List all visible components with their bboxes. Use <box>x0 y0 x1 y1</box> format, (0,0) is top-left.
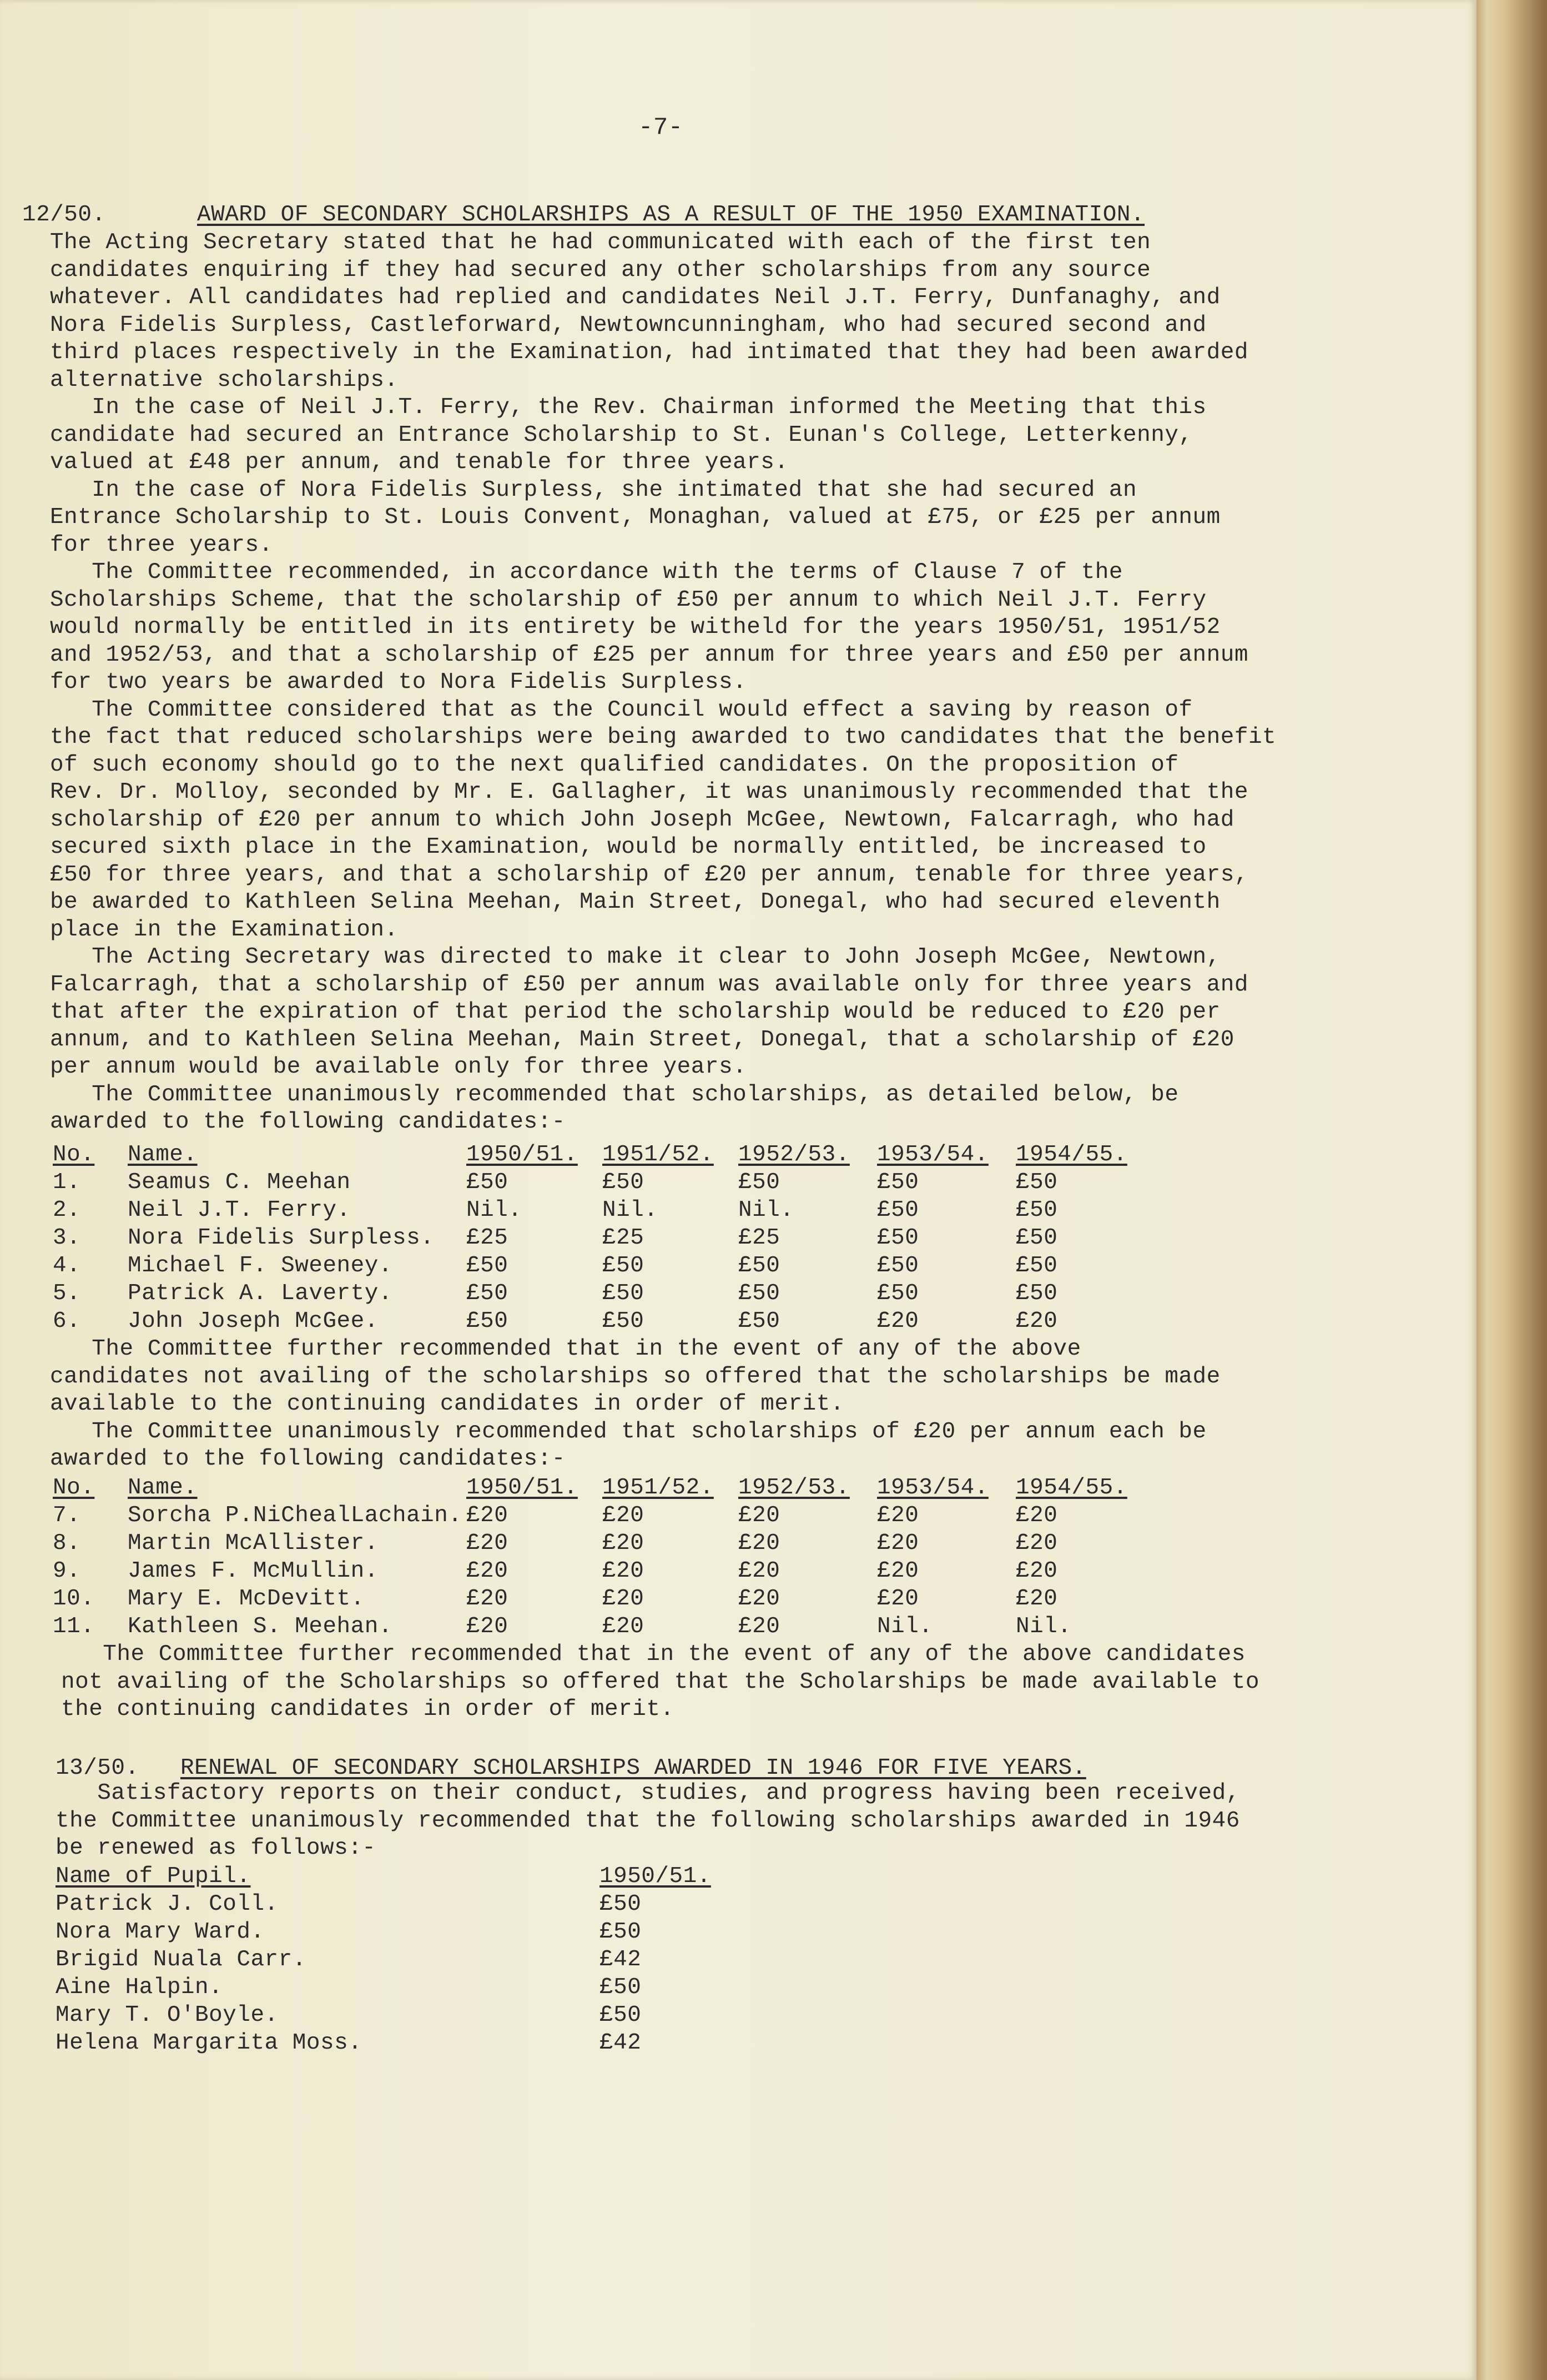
table-cell: Patrick A. Laverty. <box>128 1281 392 1306</box>
table-cell: £50 <box>599 1975 642 2000</box>
page-number: -7- <box>638 114 683 142</box>
body-line: The Committee unanimously recommended that scholarships of £20 per annum each be <box>50 1418 1207 1445</box>
table-cell: 4. <box>53 1253 81 1279</box>
table-cell: £20 <box>738 1614 780 1639</box>
body-line: awarded to the following candidates:- <box>50 1109 566 1135</box>
body-line: available to the continuing candidates in order of merit. <box>50 1391 844 1417</box>
table-cell: £20 <box>466 1586 508 1612</box>
body-line: Scholarships Scheme, that the scholarship of £50 per annum to which Neil J.T. Ferry <box>50 587 1207 613</box>
body-line: £50 for three years, and that a scholarship of £20 per annum, tenable for three years, <box>50 862 1248 888</box>
body-line: per annum would be available only for three years. <box>50 1054 747 1080</box>
table-cell: Neil J.T. Ferry. <box>128 1197 351 1223</box>
table-cell: 9. <box>53 1558 81 1584</box>
section-12-number: 12/50. <box>22 202 106 228</box>
section-12-title: AWARD OF SECONDARY SCHOLARSHIPS AS A RESULT OF THE 1950 EXAMINATION. <box>197 202 1145 228</box>
body-line: The Committee further recommended that in the event of any of the above <box>50 1336 1081 1362</box>
body-line: not availing of the Scholarships so offered that the Scholarships be made available to <box>61 1669 1259 1695</box>
body-line: scholarship of £20 per annum to which John Joseph McGee, Newtown, Falcarragh, who had <box>50 807 1234 833</box>
table-cell: £42 <box>599 1947 642 1973</box>
body-line: Satisfactory reports on their conduct, studies, and progress having been received, <box>56 1780 1240 1806</box>
table-header-cell: 1953/54. <box>877 1142 989 1168</box>
table-cell: £50 <box>877 1170 919 1195</box>
body-line: In the case of Neil J.T. Ferry, the Rev. Chairman informed the Meeting that this <box>50 395 1207 420</box>
table-cell: £50 <box>466 1309 508 1334</box>
table-cell: £50 <box>738 1170 780 1195</box>
body-line: candidates not availing of the scholarships so offered that the scholarships be made <box>50 1363 1221 1390</box>
table-header-cell: 1950/51. <box>466 1142 578 1168</box>
table-cell: £20 <box>738 1558 780 1584</box>
table-cell: Kathleen S. Meehan. <box>128 1614 392 1639</box>
table-header-cell: 1951/52. <box>602 1475 714 1501</box>
body-line: the Committee unanimously recommended that the following scholarships awarded in 1946 <box>56 1808 1240 1834</box>
body-line: candidate had secured an Entrance Scholarship to St. Eunan's College, Letterkenny, <box>50 422 1193 448</box>
table-cell: Patrick J. Coll. <box>56 1891 279 1917</box>
table-cell: £20 <box>877 1586 919 1612</box>
table-cell: John Joseph McGee. <box>128 1309 379 1334</box>
table-cell: Mary T. O'Boyle. <box>56 2002 279 2028</box>
table-cell: £20 <box>1016 1586 1058 1612</box>
table-header-cell: 1953/54. <box>877 1475 989 1501</box>
table-cell: 2. <box>53 1197 81 1223</box>
table-cell: Helena Margarita Moss. <box>56 2030 362 2056</box>
table-cell: James F. McMullin. <box>128 1558 379 1584</box>
table-cell: £50 <box>738 1253 780 1279</box>
table-cell: £20 <box>1016 1503 1058 1528</box>
table-cell: £50 <box>466 1170 508 1195</box>
table-header-cell: 1950/51. <box>599 1864 711 1889</box>
table-cell: 5. <box>53 1281 81 1306</box>
body-line: Falcarragh, that a scholarship of £50 per annum was available only for three years and <box>50 972 1248 998</box>
body-line: The Committee unanimously recommended that scholarships, as detailed below, be <box>50 1081 1179 1108</box>
table-cell: 3. <box>53 1225 81 1251</box>
table-cell: £20 <box>738 1531 780 1556</box>
body-line: The Committee further recommended that in the event of any of the above candidates <box>61 1642 1246 1667</box>
section-13-number: 13/50. <box>56 1755 139 1781</box>
table-cell: Martin McAllister. <box>128 1531 379 1556</box>
table-header-cell: 1954/55. <box>1016 1475 1127 1501</box>
table-cell: £50 <box>602 1281 644 1306</box>
table-cell: £25 <box>466 1225 508 1251</box>
body-line: the continuing candidates in order of merit. <box>61 1697 674 1722</box>
table-cell: £20 <box>1016 1531 1058 1556</box>
table-cell: £25 <box>602 1225 644 1251</box>
body-line: Rev. Dr. Molloy, seconded by Mr. E. Gallagher, it was unanimously recommended that the <box>50 779 1248 805</box>
table-cell: £50 <box>466 1253 508 1279</box>
body-line: of such economy should go to the next qualified candidates. On the proposition of <box>50 752 1179 778</box>
table-cell: 6. <box>53 1309 81 1334</box>
table-header-cell: No. <box>53 1142 95 1168</box>
body-line: alternative scholarships. <box>50 367 399 393</box>
table-header-cell: 1952/53. <box>738 1475 850 1501</box>
table-cell: £50 <box>602 1170 644 1195</box>
table-cell: £50 <box>1016 1225 1058 1251</box>
body-line: whatever. All candidates had replied and candidates Neil J.T. Ferry, Dunfanaghy, and <box>50 285 1221 310</box>
body-line: annum, and to Kathleen Selina Meehan, Main Street, Donegal, that a scholarship of £20 <box>50 1027 1234 1053</box>
table-cell: £20 <box>466 1558 508 1584</box>
body-line: The Acting Secretary was directed to make it clear to John Joseph McGee, Newtown, <box>50 944 1221 970</box>
table-cell: Nora Fidelis Surpless. <box>128 1225 435 1251</box>
page-edge <box>1477 0 1547 2380</box>
table-cell: £42 <box>599 2030 642 2056</box>
body-line: The Committee considered that as the Council would effect a saving by reason of <box>50 697 1193 723</box>
table-cell: £50 <box>738 1309 780 1334</box>
table-cell: Brigid Nuala Carr. <box>56 1947 306 1973</box>
table-cell: £20 <box>466 1503 508 1528</box>
body-line: the fact that reduced scholarships were being awarded to two candidates that the benefit <box>50 724 1277 750</box>
table-cell: £50 <box>877 1253 919 1279</box>
table-cell: 10. <box>53 1586 95 1612</box>
body-line: candidates enquiring if they had secured any other scholarships from any source <box>50 257 1151 283</box>
body-line: be renewed as follows:- <box>56 1835 376 1861</box>
table-cell: £50 <box>599 1891 642 1917</box>
table-cell: £20 <box>877 1503 919 1528</box>
table-header-cell: No. <box>53 1475 95 1501</box>
table-cell: Nora Mary Ward. <box>56 1919 265 1945</box>
body-line: The Committee recommended, in accordance with the terms of Clause 7 of the <box>50 560 1123 585</box>
table-cell: £50 <box>599 1919 642 1945</box>
body-line: third places respectively in the Examination, had intimated that they had been awarded <box>50 340 1248 365</box>
body-line: for two years be awarded to Nora Fidelis Surpless. <box>50 670 747 695</box>
section-13-title: RENEWAL OF SECONDARY SCHOLARSHIPS AWARDED IN 1946 FOR FIVE YEARS. <box>180 1755 1086 1781</box>
table-cell: £50 <box>466 1281 508 1306</box>
table-cell: £50 <box>877 1197 919 1223</box>
table-cell: 7. <box>53 1503 81 1528</box>
table-header-cell: Name. <box>128 1142 198 1168</box>
body-line: and 1952/53, and that a scholarship of £25 per annum for three years and £50 per annum <box>50 642 1248 668</box>
table-cell: 11. <box>53 1614 95 1639</box>
table-cell: £50 <box>599 2002 642 2028</box>
body-line: that after the expiration of that period the scholarship would be reduced to £20 per <box>50 999 1221 1025</box>
table-cell: Mary E. McDevitt. <box>128 1586 365 1612</box>
table-cell: £50 <box>1016 1170 1058 1195</box>
body-line: secured sixth place in the Examination, would be normally entitled, be increased to <box>50 834 1207 860</box>
table-header-cell: 1950/51. <box>466 1475 578 1501</box>
table-cell: £50 <box>1016 1253 1058 1279</box>
table-header-cell: 1954/55. <box>1016 1142 1127 1168</box>
table-cell: £20 <box>602 1586 644 1612</box>
body-line: would normally be entitled in its entirety be witheld for the years 1950/51, 1951/52 <box>50 615 1221 640</box>
table-cell: 8. <box>53 1531 81 1556</box>
table-cell: £50 <box>1016 1281 1058 1306</box>
table-cell: Aine Halpin. <box>56 1975 223 2000</box>
table-cell: Seamus C. Meehan <box>128 1170 351 1195</box>
table-cell: 1. <box>53 1170 81 1195</box>
body-line: The Acting Secretary stated that he had communicated with each of the first ten <box>50 230 1151 255</box>
table-cell: £20 <box>738 1586 780 1612</box>
table-cell: Sorcha P.NiChealLachain. <box>128 1503 462 1528</box>
table-cell: £20 <box>1016 1309 1058 1334</box>
table-cell: £50 <box>738 1281 780 1306</box>
body-line: In the case of Nora Fidelis Surpless, she intimated that she had secured an <box>50 477 1137 503</box>
table-cell: Nil. <box>1016 1614 1072 1639</box>
body-line: valued at £48 per annum, and tenable for three years. <box>50 450 789 475</box>
table-header-cell: Name of Pupil. <box>56 1864 251 1889</box>
table-cell: £50 <box>1016 1197 1058 1223</box>
body-line: for three years. <box>50 532 273 558</box>
body-line: awarded to the following candidates:- <box>50 1446 566 1472</box>
table-cell: £20 <box>602 1614 644 1639</box>
body-line: Nora Fidelis Surpless, Castleforward, Newtowncunningham, who had secured second and <box>50 312 1207 338</box>
table-cell: £25 <box>738 1225 780 1251</box>
table-cell: £20 <box>602 1558 644 1584</box>
table-cell: £20 <box>602 1531 644 1556</box>
table-header-cell: Name. <box>128 1475 198 1501</box>
table-cell: £50 <box>877 1281 919 1306</box>
table-cell: Nil. <box>877 1614 933 1639</box>
table-cell: £20 <box>877 1558 919 1584</box>
table-cell: £20 <box>602 1503 644 1528</box>
table-cell: Nil. <box>602 1197 658 1223</box>
table-cell: £20 <box>877 1531 919 1556</box>
table-cell: £20 <box>466 1614 508 1639</box>
body-line: Entrance Scholarship to St. Louis Convent, Monaghan, valued at £75, or £25 per annum <box>50 505 1221 530</box>
body-line: place in the Examination. <box>50 917 399 943</box>
table-cell: £20 <box>738 1503 780 1528</box>
body-line: be awarded to Kathleen Selina Meehan, Main Street, Donegal, who had secured eleventh <box>50 889 1221 915</box>
table-header-cell: 1951/52. <box>602 1142 714 1168</box>
table-cell: Nil. <box>738 1197 794 1223</box>
table-cell: Michael F. Sweeney. <box>128 1253 392 1279</box>
table-cell: £50 <box>877 1225 919 1251</box>
table-cell: £20 <box>1016 1558 1058 1584</box>
table-header-cell: 1952/53. <box>738 1142 850 1168</box>
table-cell: £50 <box>602 1309 644 1334</box>
table-cell: Nil. <box>466 1197 522 1223</box>
table-cell: £20 <box>466 1531 508 1556</box>
table-cell: £20 <box>877 1309 919 1334</box>
table-cell: £50 <box>602 1253 644 1279</box>
